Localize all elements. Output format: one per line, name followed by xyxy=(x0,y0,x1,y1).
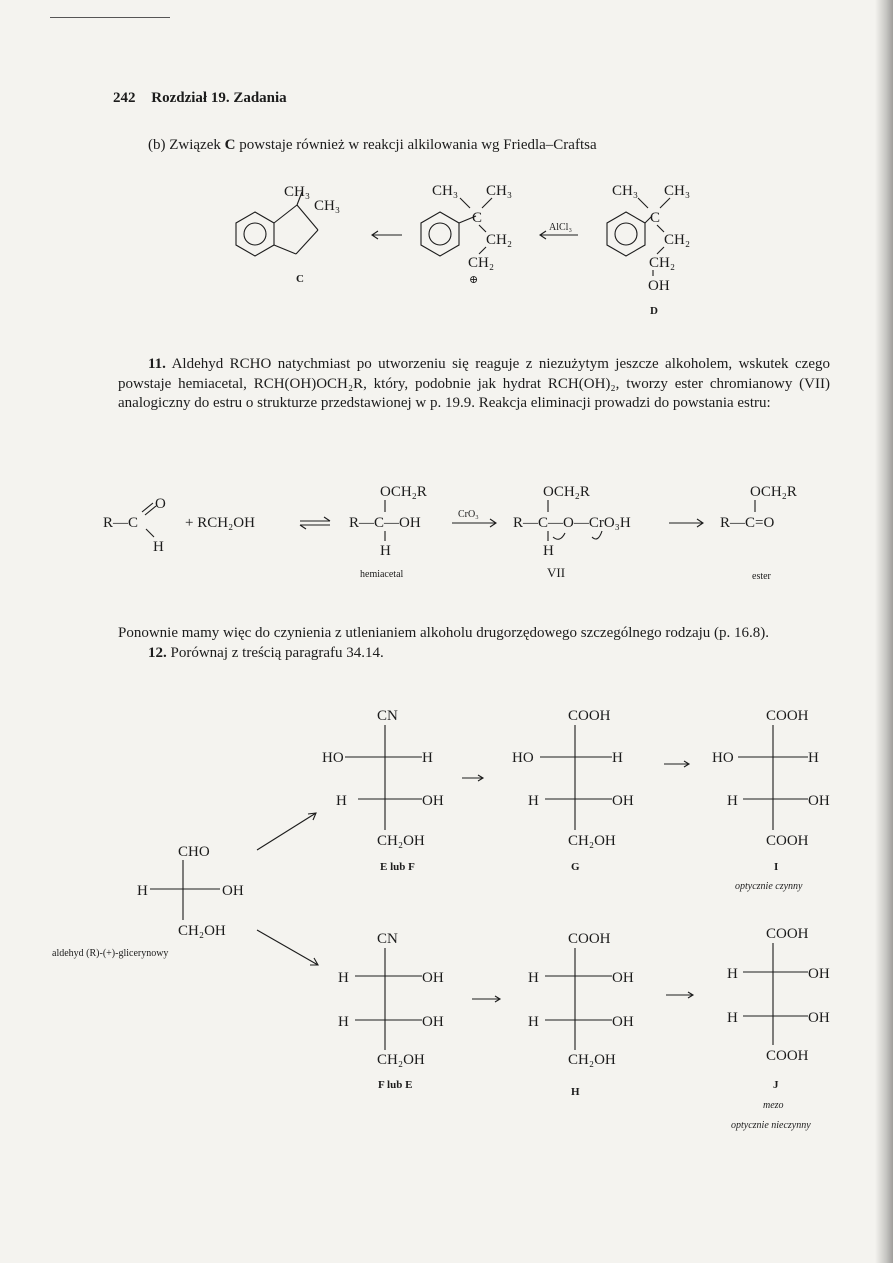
benzene-ring xyxy=(607,212,645,256)
hemi-label: hemiacetal xyxy=(360,569,404,580)
vii-bottom: H xyxy=(543,543,554,559)
label-c: C xyxy=(296,273,304,285)
fe-bottom: CH₂OH xyxy=(377,1052,425,1068)
problem-11-number: 11. xyxy=(148,356,166,372)
d-ch2-a: CH₂ xyxy=(664,232,691,248)
h-label: H xyxy=(571,1086,580,1098)
page-edge-shadow xyxy=(875,0,893,1263)
aldehyde xyxy=(103,496,166,555)
problem-12-number: 12. xyxy=(148,645,167,661)
g-top: COOH xyxy=(568,708,611,724)
compound-fe xyxy=(338,931,444,1091)
j-note-inactive: optycznie nieczynny xyxy=(731,1120,811,1131)
fe-label: F lub E xyxy=(378,1079,413,1091)
arrow-fe-h xyxy=(472,996,500,1002)
aromatic-circle xyxy=(615,223,637,245)
i-bottom: COOH xyxy=(766,833,809,849)
plus-alcohol: + RCH₂OH xyxy=(185,515,255,531)
curved-arrow-2 xyxy=(592,531,602,539)
arrow-h-j xyxy=(666,992,693,998)
reaction-11-scheme xyxy=(0,475,893,590)
h-bottom: CH₂OH xyxy=(568,1052,616,1068)
h-r1-right: OH xyxy=(612,970,634,986)
i-r1-left: HO xyxy=(712,750,734,766)
glyceraldehyde xyxy=(52,844,244,959)
positive-charge: ⊕ xyxy=(469,274,479,286)
j-top: COOH xyxy=(766,926,809,942)
page-number: 242 xyxy=(113,90,136,106)
arrow-alcl3 xyxy=(540,222,578,239)
text-again: Ponownie mamy więc do czynienia z utlenianiem alkoholu drugorzędowego szczególnego rodzaju (p. 16.8). xyxy=(118,625,770,641)
compound-c xyxy=(236,184,340,285)
g-r2-right: OH xyxy=(612,793,634,809)
h-r2-right: OH xyxy=(612,1014,634,1030)
c-ch3-a: CH₃ xyxy=(284,184,311,200)
compound-h xyxy=(528,931,634,1098)
g-r1-left: HO xyxy=(512,750,534,766)
aldehyde-h: H xyxy=(153,539,164,555)
gly-top: CHO xyxy=(178,844,210,860)
d-carbon: C xyxy=(650,210,661,226)
cro3-arrow xyxy=(452,509,496,527)
arrow-to-c xyxy=(372,231,402,239)
equilibrium-arrow xyxy=(300,517,330,529)
page-header xyxy=(113,90,287,107)
i-r2-left: H xyxy=(727,793,738,809)
compound-ef xyxy=(322,708,444,873)
j-note-meso: mezo xyxy=(763,1100,784,1111)
d-ch3-b: CH₃ xyxy=(664,183,691,199)
cat-ch3-b: CH₃ xyxy=(486,183,513,199)
label-d: D xyxy=(650,305,658,317)
d-oh: OH xyxy=(648,278,670,294)
h-r2-left: H xyxy=(528,1014,539,1030)
i-note: optycznie czynny xyxy=(735,881,803,892)
g-label: G xyxy=(571,861,580,873)
aromatic-circle xyxy=(429,223,451,245)
reaction-arrow xyxy=(669,519,703,527)
j-r1-left: H xyxy=(727,966,738,982)
c-ch3-b: CH₃ xyxy=(314,198,341,214)
top-rule xyxy=(50,17,170,18)
cat-ch3-a: CH₃ xyxy=(432,183,459,199)
chromate-ester-vii xyxy=(513,484,631,580)
hemi-bottom: H xyxy=(380,543,391,559)
compound-d xyxy=(607,183,690,317)
arrow-ef-g xyxy=(462,775,483,781)
chapter-title: Rozdział 19. Zadania xyxy=(151,90,287,106)
ef-bottom: CH₂OH xyxy=(377,833,425,849)
h-r1-left: H xyxy=(528,970,539,986)
ef-r1-right: H xyxy=(422,750,433,766)
j-bottom: COOH xyxy=(766,1048,809,1064)
j-r2-right: OH xyxy=(808,1010,830,1026)
h-top: COOH xyxy=(568,931,611,947)
aldehyde-o: O xyxy=(155,496,166,512)
friedel-crafts-scheme xyxy=(0,170,893,320)
j-label: J xyxy=(773,1079,779,1091)
compound-c-ref: C xyxy=(224,137,236,153)
fe-top: CN xyxy=(377,931,398,947)
g-bottom: CH₂OH xyxy=(568,833,616,849)
carbon: C xyxy=(472,210,483,226)
ester xyxy=(720,484,797,582)
cat-ch2-b: CH₂ xyxy=(468,255,495,271)
j-r1-right: OH xyxy=(808,966,830,982)
gly-right: OH xyxy=(222,883,244,899)
reagent-cro3: CrO₃ xyxy=(458,509,479,520)
reagent-alcl3: AlCl₃ xyxy=(549,222,572,233)
gly-left: H xyxy=(137,883,148,899)
ef-top: CN xyxy=(377,708,398,724)
compound-j xyxy=(727,926,830,1131)
arrow-g-i xyxy=(664,761,689,767)
ef-r1-left: HO xyxy=(322,750,344,766)
vii-mid: R—C—O—CrO₃H xyxy=(513,515,631,531)
branch-arrow-down xyxy=(257,930,318,965)
ef-r2-left: H xyxy=(336,793,347,809)
hemi-top: OCH₂R xyxy=(380,484,427,500)
compound-i xyxy=(712,708,830,892)
problem-12-text: Porównaj z treścią paragrafu 34.14. xyxy=(170,645,384,661)
problem-11 xyxy=(118,355,830,414)
ef-label: E lub F xyxy=(380,861,415,873)
problem-11-text: Aldehyd RCHO natychmiast po utworzeniu się reaguje z niezużytym jeszcze alkoholem, wskutek czego powstaje hemiacetal, RCH(OH)OCH₂R, który, podobnie jak hydrat RCH(OH)₂, tworzy ester chromianowy (VII) analogiczny do estru o strukturze przedstawionej w p. 19.9. Reakcja eliminacji prowadzi do powstania estru: xyxy=(118,356,830,411)
fe-r2-right: OH xyxy=(422,1014,444,1030)
fischer-scheme xyxy=(0,690,893,1150)
g-r2-left: H xyxy=(528,793,539,809)
ester-label: ester xyxy=(752,571,771,582)
i-top: COOH xyxy=(766,708,809,724)
i-label: I xyxy=(774,861,779,873)
i-r2-right: OH xyxy=(808,793,830,809)
g-r1-right: H xyxy=(612,750,623,766)
ester-mid: R—C=O xyxy=(720,515,775,531)
problem-12 xyxy=(148,644,748,664)
aromatic-circle xyxy=(244,223,266,245)
aldehyde-rc: R—C xyxy=(103,515,139,531)
part-b-text: (b) Związek C powstaje również w reakcji alkilowania wg Friedla–Craftsa xyxy=(148,137,597,153)
vii-top: OCH₂R xyxy=(543,484,590,500)
gly-label: aldehyd (R)-(+)-glicerynowy xyxy=(52,948,169,959)
i-r1-right: H xyxy=(808,750,819,766)
j-r2-left: H xyxy=(727,1010,738,1026)
benzene-ring xyxy=(421,212,459,256)
hemiacetal xyxy=(349,484,427,580)
hemi-mid: R—C—OH xyxy=(349,515,421,531)
gly-bottom: CH₂OH xyxy=(178,923,226,939)
fe-r1-right: OH xyxy=(422,970,444,986)
vii-label: VII xyxy=(547,565,566,580)
benzene-ring xyxy=(236,212,274,256)
fe-r2-left: H xyxy=(338,1014,349,1030)
compound-g xyxy=(512,708,634,873)
d-ch2-b: CH₂ xyxy=(649,255,676,271)
branch-arrow-up xyxy=(257,813,316,850)
carbocation xyxy=(421,183,512,286)
d-ch3-a: CH₃ xyxy=(612,183,639,199)
ef-r2-right: OH xyxy=(422,793,444,809)
cat-ch2-a: CH₂ xyxy=(486,232,513,248)
ester-top: OCH₂R xyxy=(750,484,797,500)
fe-r1-left: H xyxy=(338,970,349,986)
curved-arrow-1 xyxy=(553,533,565,539)
